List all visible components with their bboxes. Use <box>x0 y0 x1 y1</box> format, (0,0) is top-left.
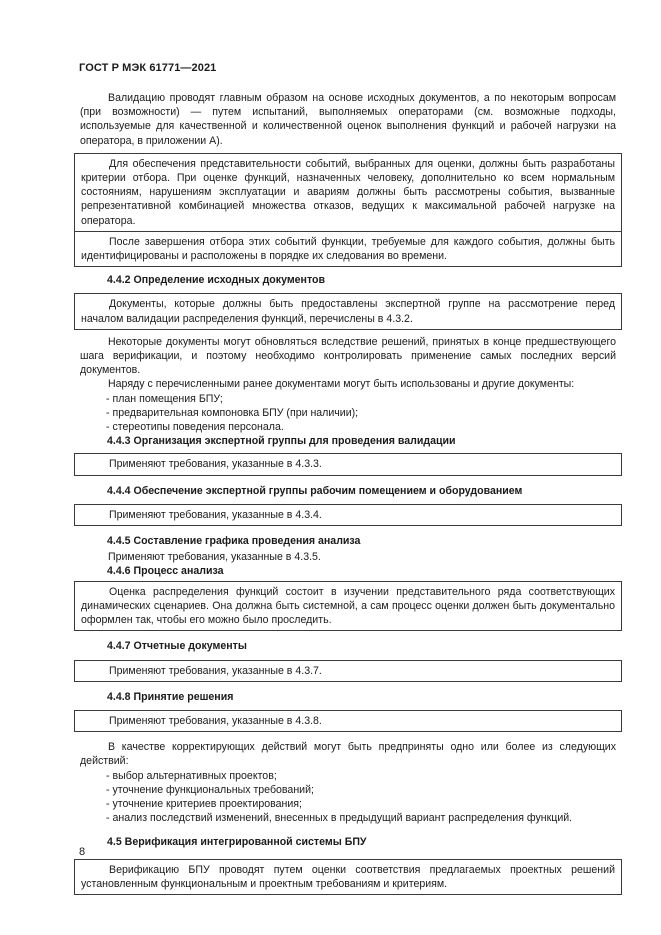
corrective-actions-list <box>80 769 616 826</box>
heading-4-4-7: 4.4.7 Отчетные документы <box>107 640 247 653</box>
box-text: Применяют требования, указанные в 4.3.3. <box>109 458 322 471</box>
other-documents-list <box>80 392 616 435</box>
paragraph-corrective-actions: В качестве корректирующих действий могут быть предприняты одно или более из следующих действий: <box>80 741 616 768</box>
document-body <box>80 91 616 895</box>
boxed-paragraph-event-functions <box>74 232 622 267</box>
boxed-paragraph-4-4-3 <box>74 453 622 475</box>
box-text: После завершения отбора этих событий функции, требуемые для каждого события, должны быть идентифицированы и расположены в порядке их следования во времени. <box>81 235 615 263</box>
box-text: Оценка распределения функций состоит в изучении представительного ряда соответствующих динамических сценариев. Она должна быть системной, а сам процесс оценки должен быть документально оформлен так, чтобы его можно было проследить. <box>81 585 615 627</box>
heading-4-4-8: 4.4.8 Принятие решения <box>107 690 234 703</box>
heading-4-4-6: 4.4.6 Процесс анализа <box>107 565 224 578</box>
box-text: Документы, которые должны быть предоставлены экспертной группе на рассмотрение перед началом валидации распределения функций, перечислены в 4.3.2. <box>81 298 615 325</box>
boxed-paragraph-documents <box>74 293 622 329</box>
boxed-paragraph-4-4-7 <box>74 660 622 682</box>
heading-4-4-2: 4.4.2 Определение исходных документов <box>107 274 325 287</box>
heading-4-4-4: 4.4.4 Обеспечение экспертной группы рабочим помещением и оборудованием <box>107 484 523 497</box>
heading-4-5: 4.5 Верификация интегрированной системы БПУ <box>107 836 367 849</box>
box-text: Применяют требования, указанные в 4.3.4. <box>109 508 322 521</box>
boxed-paragraph-4-4-8 <box>74 710 622 732</box>
document-header: ГОСТ Р МЭК 61771—2021 <box>79 62 217 74</box>
heading-4-4-5: 4.4.5 Составление графика проведения анализа <box>107 535 361 548</box>
boxed-paragraph-4-4-4 <box>74 504 622 526</box>
box-text: Применяют требования, указанные в 4.3.7. <box>109 664 322 677</box>
list-item: - план помещения БПУ; <box>80 392 616 406</box>
box-text: Верификацию БПУ проводят путем оценки соответствия предлагаемых проектных решений установленным функциональным и проектным требованиям и критериям. <box>81 863 615 890</box>
box-text: Применяют требования, указанные в 4.3.8. <box>109 714 322 727</box>
boxed-paragraph-selection-criteria <box>74 153 622 232</box>
paragraph-other-documents: Наряду с перечисленными ранее документами могут быть использованы и другие документы: <box>108 378 575 391</box>
list-item: - выбор альтернативных проектов; <box>80 769 616 783</box>
box-text: Для обеспечения представительности событий, выбранных для оценки, должны быть разработаны критерии отбора. При оценке функций, назначенных человеку, дополнительно ко всем нормальным состояниям, нарушениям эксплуатации и авариям должны быть рассмотрены события, вызванные репрезентативной комбинацией множества отказов, ведущих к максимальной рабочей нагрузке на оператора. <box>81 157 615 227</box>
list-item: - анализ последствий изменений, внесенных в предыдущий вариант распределения функций. <box>80 811 616 825</box>
boxed-paragraph-4-5 <box>74 859 622 895</box>
paragraph-validation-intro: Валидацию проводят главным образом на основе исходных документов, а по некоторым вопросам (при возможности) — путем испытаний, выполняемых операторами (см. возможные подходы, используемые для качественной и количественной оценок выполнения функций и рабочей нагрузки на оператора, в приложении А). <box>80 92 616 147</box>
paragraph-documents-update: Некоторые документы могут обновляться вследствие решений, принятых в конце предшествующего шага верификации, и поэтому необходимо контролировать применение самых последних версий документов. <box>80 335 616 377</box>
page-number: 8 <box>79 846 86 858</box>
list-item: - стереотипы поведения персонала. <box>80 420 616 434</box>
boxed-paragraph-4-4-6 <box>74 581 622 632</box>
list-item: - предварительная компоновка БПУ (при наличии); <box>80 406 616 420</box>
list-item: - уточнение функциональных требований; <box>80 783 616 797</box>
heading-4-4-3: 4.4.3 Организация экспертной группы для проведения валидации <box>107 435 456 448</box>
list-item: - уточнение критериев проектирования; <box>80 797 616 811</box>
paragraph-4-4-5: Применяют требования, указанные в 4.3.5. <box>108 551 321 564</box>
